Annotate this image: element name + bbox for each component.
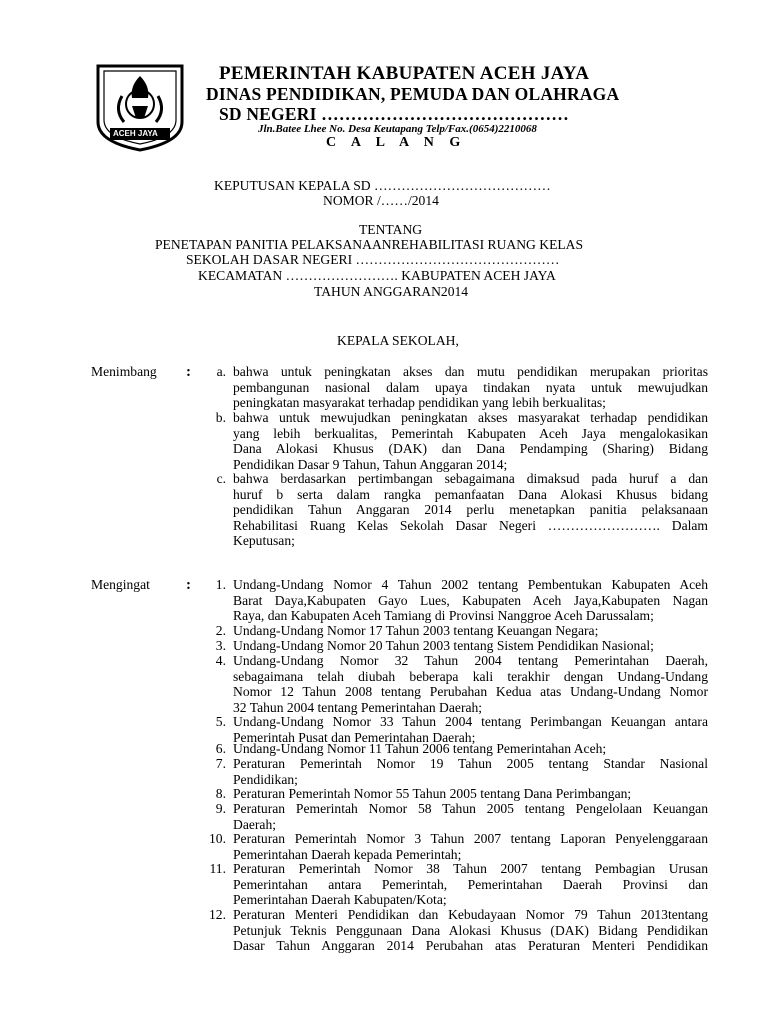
item-marker: 11. bbox=[209, 861, 226, 876]
mengingat-label: Mengingat bbox=[91, 577, 150, 592]
item-line: peningkatan masyarakat terhadap pendidikan yang lebih berkualitas; bbox=[233, 395, 606, 410]
menimbang-item bbox=[204, 471, 708, 549]
item-marker: 2. bbox=[215, 623, 226, 638]
item-line: pembangunan nasional dalam upaya tindakan nyata untuk mewujudkan bbox=[233, 379, 708, 395]
decree-issuer: KEPALA SEKOLAH, bbox=[337, 333, 459, 348]
kop-city: C A L A N G bbox=[326, 135, 467, 150]
item-line: huruf b serta dalam rangka pemanfaatan Dana Alokasi Khusus bidang bbox=[233, 486, 708, 502]
item-line: sebagaimana telah diubah beberapa kali terakhir dengan Undang-Undang bbox=[233, 668, 708, 684]
menimbang-item bbox=[204, 364, 708, 411]
mengingat-item bbox=[204, 638, 708, 654]
item-marker: 10. bbox=[209, 831, 226, 846]
item-line: Peraturan Pemerintah Nomor 19 Tahun 2005 tentang Standar Nasional bbox=[233, 756, 708, 771]
item-line: Peraturan Menteri Pendidikan dan Kebudayaan Nomor 79 Tahun 2013tentang bbox=[233, 907, 708, 922]
menimbang-item bbox=[204, 410, 708, 472]
item-marker: 6. bbox=[215, 741, 226, 756]
item-line: Undang-Undang Nomor 33 Tahun 2004 tentang Perimbangan Keuangan antara bbox=[233, 714, 708, 729]
item-marker: 5. bbox=[215, 714, 226, 729]
mengingat-item bbox=[204, 623, 708, 639]
item-marker: 3. bbox=[215, 638, 226, 653]
menimbang-label: Menimbang bbox=[91, 364, 157, 379]
item-line: 32 Tahun 2004 tentang Pemerintahan Daerah; bbox=[233, 699, 483, 715]
item-marker: 9. bbox=[215, 801, 226, 816]
item-line: Peraturan Pemerintah Nomor 38 Tahun 2007 tentang Pembagian Urusan bbox=[233, 861, 708, 876]
mengingat-item bbox=[204, 653, 708, 715]
kop-address: Jln.Batee Lhee No. Desa Keutapang Telp/Fax.(0654)2210068 bbox=[258, 123, 537, 135]
mengingat-item bbox=[204, 741, 708, 757]
mengingat-colon: : bbox=[186, 577, 191, 593]
item-line: Undang-Undang Nomor 17 Tahun 2003 tentang Keuangan Negara; bbox=[233, 623, 599, 638]
item-marker: a. bbox=[216, 364, 226, 379]
decree-title: KEPUTUSAN KEPALA SD ………………………………… bbox=[214, 178, 551, 193]
item-line: Pemerintahan antara Pemerintah, Pemerintahan Daerah Provinsi dan bbox=[233, 876, 708, 892]
kop-school: SD NEGERI …………………………………… bbox=[219, 104, 569, 124]
item-line: Peraturan Pemerintah Nomor 55 Tahun 2005 tentang Dana Perimbangan; bbox=[233, 786, 632, 801]
item-marker: 1. bbox=[215, 577, 226, 592]
decree-subject-line: KECAMATAN ……………………. KABUPATEN ACEH JAYA bbox=[198, 268, 556, 283]
item-line: bahwa berdasarkan pertimbangan sebagaimana dimaksud pada huruf a dan bbox=[233, 471, 708, 486]
item-line: Undang-Undang Nomor 20 Tahun 2003 tentang Sistem Pendidikan Nasional; bbox=[233, 638, 654, 653]
logo-caption: ACEH JAYA bbox=[113, 129, 158, 138]
item-line: Peraturan Pemerintah Nomor 3 Tahun 2007 tentang Laporan Penyelenggaraan bbox=[233, 831, 708, 846]
aceh-jaya-emblem bbox=[92, 62, 188, 152]
mengingat-item bbox=[204, 831, 708, 862]
item-line: Petunjuk Teknis Penggunaan Dana Alokasi Khusus (DAK) Bidang Pendidikan bbox=[233, 922, 708, 938]
menimbang-colon: : bbox=[186, 364, 191, 380]
item-line: bahwa untuk mewujudkan peningkatan akses masyarakat terhadap pendidikan bbox=[233, 410, 708, 425]
item-marker: 8. bbox=[215, 786, 226, 801]
item-line: Keputusan; bbox=[233, 533, 295, 548]
decree-about: TENTANG bbox=[359, 222, 423, 237]
item-marker: c. bbox=[216, 471, 226, 486]
mengingat-item bbox=[204, 756, 708, 787]
item-line: pendidikan Tahun Anggaran 2014 perlu menetapkan panitia pelaksanaan bbox=[233, 502, 708, 517]
item-line: Rehabilitasi Ruang Kelas Sekolah Dasar Negeri ……………………. Dalam bbox=[233, 517, 708, 533]
item-line: Dana Alokasi Khusus (DAK) dan Dana Pendamping (Sharing) Bidang bbox=[233, 441, 708, 456]
item-line: Raya, dan Kabupaten Aceh Tamiang di Provinsi Nanggroe Aceh Darussalam; bbox=[233, 608, 654, 623]
mengingat-item bbox=[204, 861, 708, 908]
item-line: Pemerintahan Daerah kepada Pemerintah; bbox=[233, 846, 462, 862]
item-marker: 4. bbox=[215, 653, 226, 668]
item-line: bahwa untuk peningkatan akses dan mutu pendidikan merupakan prioritas bbox=[233, 364, 708, 379]
item-line: Nomor 12 Tahun 2008 tentang Perubahan Kedua atas Undang-Undang Nomor bbox=[233, 684, 708, 699]
item-marker: b. bbox=[215, 410, 226, 425]
item-line: Pemerintah Pusat dan Pemerintahan Daerah; bbox=[233, 729, 476, 745]
item-line: Peraturan Pemerintah Nomor 58 Tahun 2005 tentang Pengelolaan Keuangan bbox=[233, 801, 708, 816]
item-line: Undang-Undang Nomor 11 Tahun 2006 tentang Pemerintahan Aceh; bbox=[233, 741, 607, 756]
item-line: Barat Daya,Kabupaten Gayo Lues, Kabupaten Aceh Jaya,Kabupaten Nagan bbox=[233, 592, 708, 608]
decree-number: NOMOR /……/2014 bbox=[323, 193, 439, 208]
item-line: Undang-Undang Nomor 32 Tahun 2004 tentang Pemerintahan Daerah, bbox=[233, 653, 708, 668]
decree-subject-line: SEKOLAH DASAR NEGERI ……………………………………… bbox=[186, 252, 560, 267]
item-line: Pendidikan Dasar 9 Tahun, Tahun Anggaran 2014; bbox=[233, 456, 508, 472]
item-line: yang lebih berkualitas, Pemerintah Kabupaten Aceh Jaya mengalokasikan bbox=[233, 425, 708, 441]
mengingat-item bbox=[204, 801, 708, 832]
item-line: Daerah; bbox=[233, 816, 277, 832]
item-line: Undang-Undang Nomor 4 Tahun 2002 tentang Pembentukan Kabupaten Aceh bbox=[233, 577, 708, 592]
mengingat-item bbox=[204, 907, 708, 954]
mengingat-item bbox=[204, 786, 708, 802]
item-marker: 12. bbox=[209, 907, 226, 922]
decree-subject-line: PENETAPAN PANITIA PELAKSANAANREHABILITASI RUANG KELAS bbox=[155, 237, 584, 252]
kop-government: PEMERINTAH KABUPATEN ACEH JAYA bbox=[219, 63, 590, 84]
decree-subject-line: TAHUN ANGGARAN2014 bbox=[314, 284, 469, 299]
item-marker: 7. bbox=[215, 756, 226, 771]
kop-department: DINAS PENDIDIKAN, PEMUDA DAN OLAHRAGA bbox=[206, 84, 620, 104]
item-line: Pemerintahan Daerah Kabupaten/Kota; bbox=[233, 892, 447, 907]
item-line: Pendidikan; bbox=[233, 771, 298, 787]
mengingat-item bbox=[204, 577, 708, 624]
item-line: Dasar Tahun Anggaran 2014 Perubahan atas Peraturan Menteri Pendidikan bbox=[233, 938, 708, 953]
